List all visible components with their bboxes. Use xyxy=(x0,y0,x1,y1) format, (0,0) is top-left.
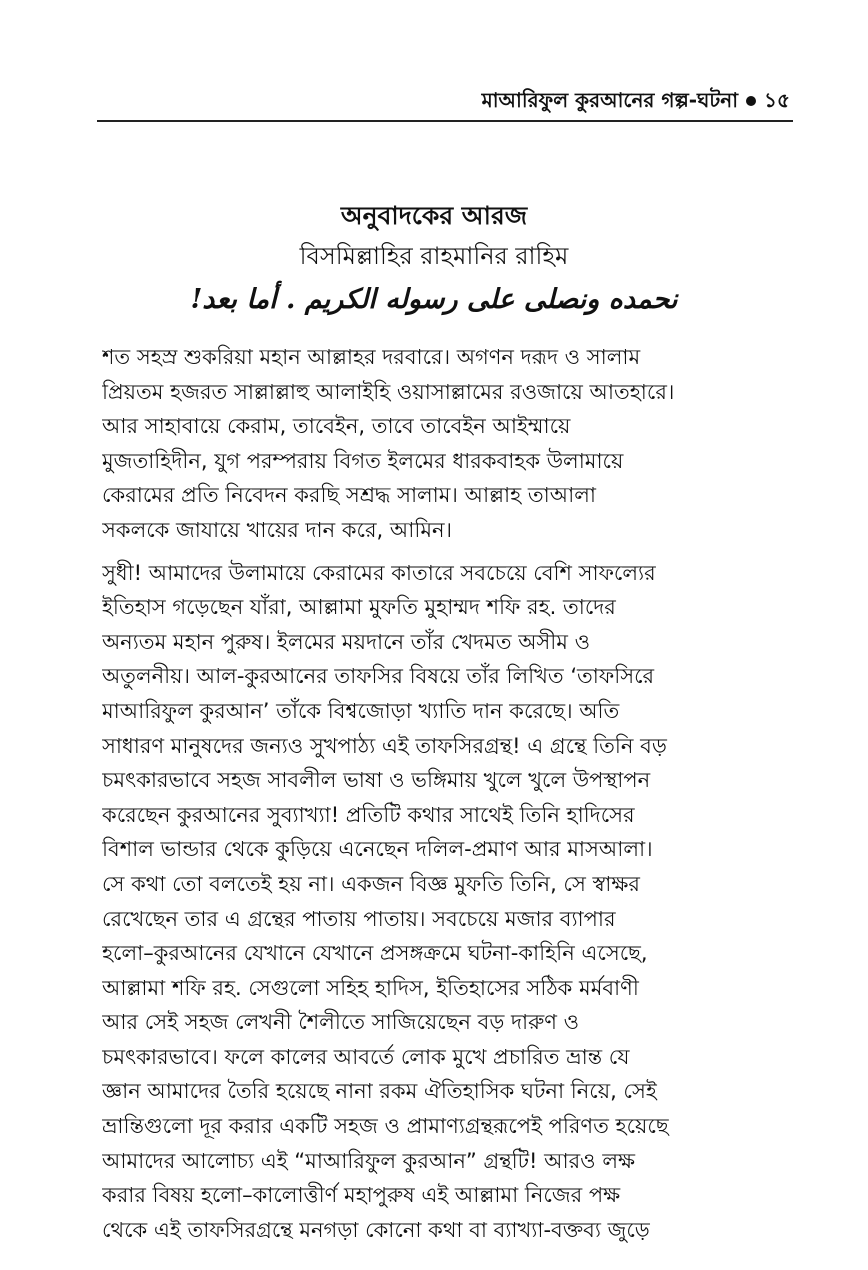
text-line: হলো–কুরআনের যেখানে যেখানে প্রসঙ্গক্রমে ঘটনা-কাহিনি এসেছে, xyxy=(102,941,648,966)
text-line: অতুলনীয়। আল-কুরআনের তাফসির বিষয়ে তাঁর লিখিত ‘তাফসিরে xyxy=(102,664,655,689)
bullet-separator-icon xyxy=(746,96,756,106)
page-number: ১৫ xyxy=(764,88,790,112)
text-line: করেছেন কুরআনের সুব্যাখ্যা! প্রতিটি কথার সাথেই তিনি হাদিসের xyxy=(102,802,635,827)
bismillah-line: বিসমিল্লাহির রাহমানির রাহিম xyxy=(299,242,569,270)
text-line: চমৎকারভাবে। ফলে কালের আবর্তে লোক মুখে প্রচারিত ভ্রান্ত যে xyxy=(102,1044,630,1069)
text-line: রেখেছেন তার এ গ্রন্থের পাতায় পাতায়। সবচেয়ে মজার ব্যাপার xyxy=(102,906,616,931)
text-line: চমৎকারভাবে সহজ সাবলীল ভাষা ও ভঙ্গিমায় খুলে খুলে উপস্থাপন xyxy=(102,768,651,793)
text-line: জ্ঞান আমাদের তৈরি হয়েছে নানা রকম ঐতিহাসিক ঘটনা নিয়ে, সেই xyxy=(102,1079,657,1104)
paragraph-2 xyxy=(102,556,782,1248)
text-line: আমাদের আলোচ্য এই “মাআরিফুল কুরআন” গ্রন্থটি! আরও লক্ষ xyxy=(102,1148,635,1173)
text-line: মাআরিফুল কুরআন’ তাঁকে বিশ্বজোড়া খ্যাতি দান করেছে। অতি xyxy=(102,698,620,723)
text-line: অন্যতম মহান পুরুষ। ইলমের ময়দানে তাঁর খেদমত অসীম ও xyxy=(102,629,591,654)
running-title: মাআরিফুল কুরআনের গল্প-ঘটনা xyxy=(481,88,739,112)
header-rule xyxy=(97,120,793,122)
text-line: করার বিষয় হলো–কালোত্তীর্ণ মহাপুরুষ এই আল্লামা নিজের পক্ষ xyxy=(102,1183,621,1208)
body-text xyxy=(102,340,782,1247)
text-line: ইতিহাস গড়েছেন যাঁরা, আল্লামা মুফতি মুহাম্মদ শফি রহ. তাদের xyxy=(102,595,616,620)
text-line: সুধী! আমাদের উলামায়ে কেরামের কাতারে সবচেয়ে বেশি সাফল্যের xyxy=(102,560,656,585)
section-title: অনুবাদকের আরজ xyxy=(340,201,528,230)
text-line: ভ্রান্তিগুলো দূর করার একটি সহজ ও প্রামাণ্যগ্রন্থরূপেই পরিণত হয়েছে xyxy=(102,1114,669,1139)
text-line: প্রিয়তম হজরত সাল্লাল্লাহু আলাইহি ওয়াসাল্লামের রওজায়ে আতহারে। xyxy=(102,379,675,404)
text-line: আর সেই সহজ লেখনী শৈলীতে সাজিয়েছেন বড় দারুণ ও xyxy=(102,1010,580,1035)
text-line: কেরামের প্রতি নিবেদন করছি সশ্রদ্ধ সালাম। আল্লাহ তাআলা xyxy=(102,483,596,508)
text-line: সে কথা তো বলতেই হয় না। একজন বিজ্ঞ মুফতি তিনি, সে স্বাক্ষর xyxy=(102,871,640,896)
text-line: আল্লামা শফি রহ. সেগুলো সহিহ হাদিস, ইতিহাসের সঠিক মর্মবাণী xyxy=(102,975,639,1000)
text-line: আর সাহাবায়ে কেরাম, তাবেইন, তাবে তাবেইন আইম্মায়ে xyxy=(102,414,571,439)
arabic-invocation: نحمده ونصلى على رسوله الكريم . أما بعد! xyxy=(190,284,678,315)
text-line: বিশাল ভান্ডার থেকে কুড়িয়ে এনেছেন দলিল-প্রমাণ আর মাসআলা। xyxy=(102,837,653,862)
text-line: শত সহস্র শুকরিয়া মহান আল্লাহর দরবারে। অগণন দরূদ ও সালাম xyxy=(102,345,641,369)
paragraph-1 xyxy=(102,340,782,548)
running-header xyxy=(482,86,790,119)
text-line: থেকে এই তাফসিরগ্রন্থে মনগড়া কোনো কথা বা ব্যাখ্যা-বক্তব্য জুড়ে xyxy=(102,1217,650,1242)
text-line: সাধারণ মানুষদের জন্যও সুখপাঠ্য এই তাফসিরগ্রন্থ! এ গ্রন্থে তিনি বড় xyxy=(102,733,667,758)
text-line: মুজতাহিদীন, যুগ পরম্পরায় বিগত ইলমের ধারকবাহক উলামায়ে xyxy=(102,448,624,473)
text-line: সকলকে জাযায়ে খায়ের দান করে, আমিন। xyxy=(102,517,453,542)
